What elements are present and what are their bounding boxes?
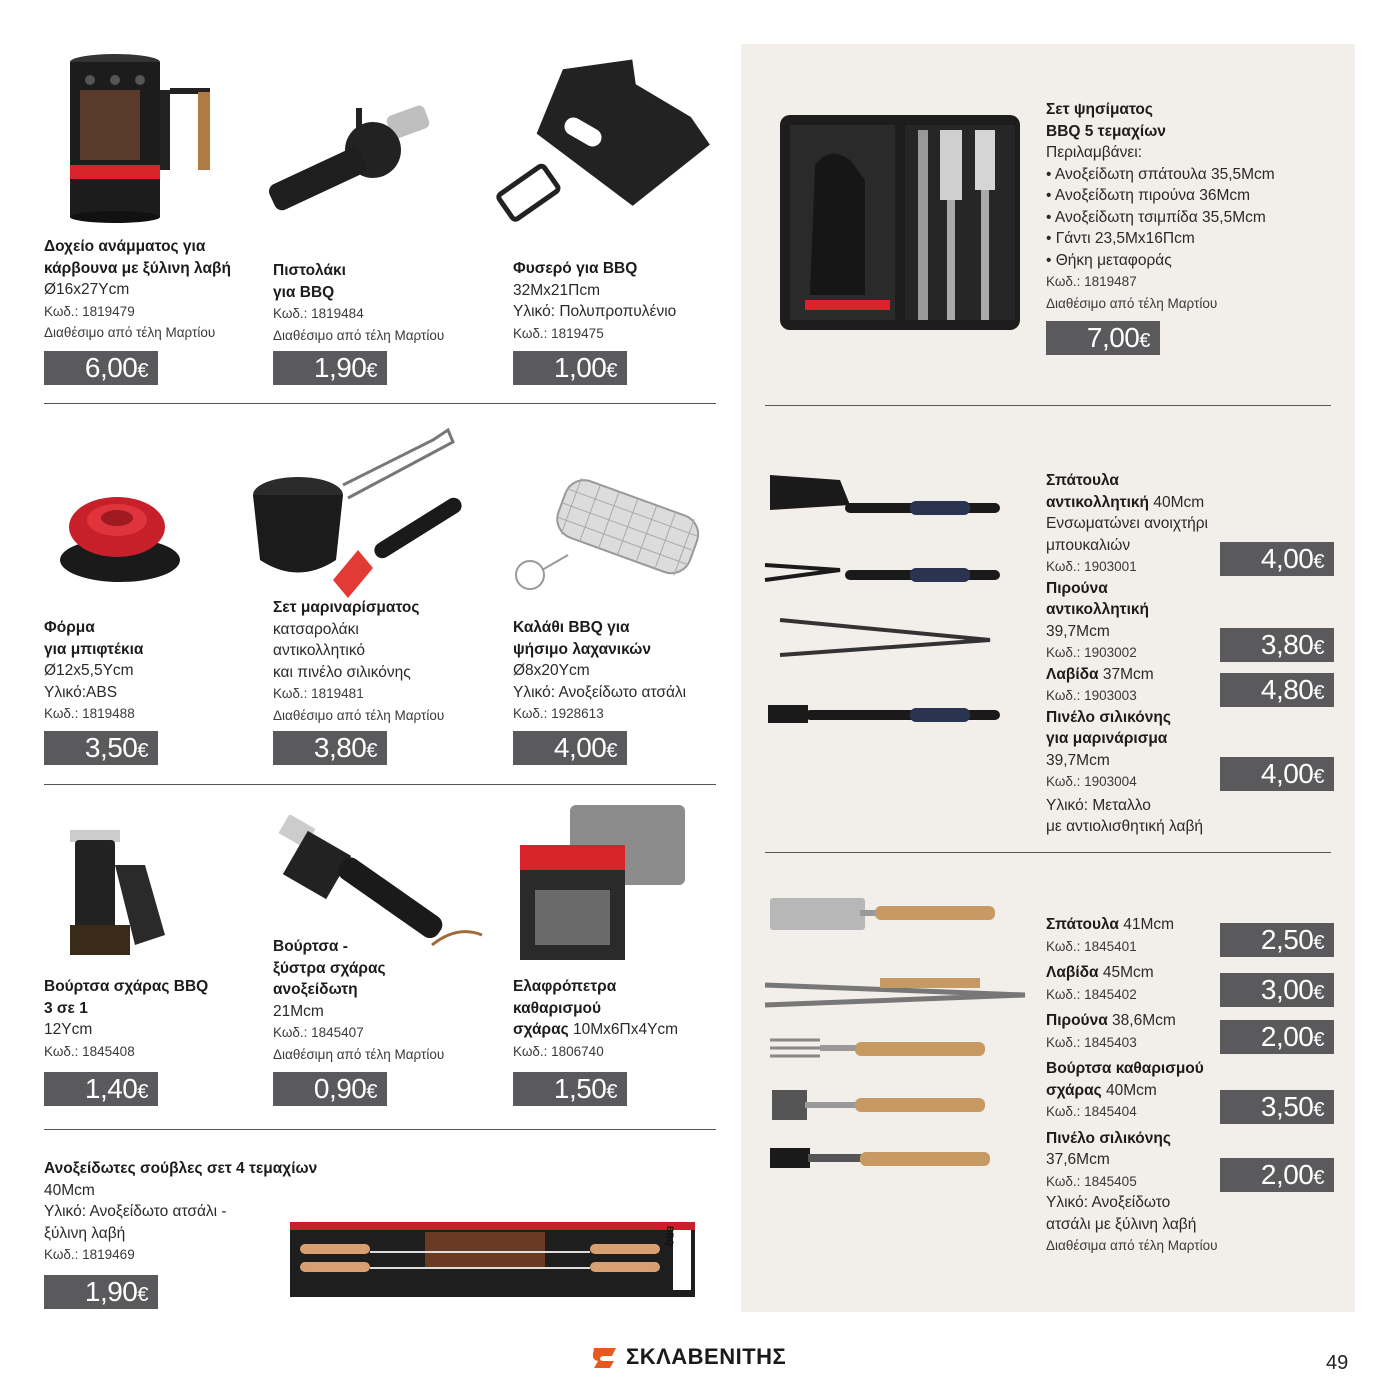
product-title: Πιρούνα <box>1046 579 1108 597</box>
price-tag: 1,90€ <box>44 1275 158 1309</box>
price-tag: 3,50€ <box>1220 1090 1334 1124</box>
product-code: Κωδ.: 1819475 <box>513 325 604 341</box>
product-desc: μπουκαλιών <box>1046 536 1131 554</box>
product-material: Υλικό: Ανοξείδωτο ατσάλι <box>513 683 687 701</box>
included-item: • Θήκη μεταφοράς <box>1046 250 1275 272</box>
included-item: • Ανοξείδωτη πιρούνα 36Mcm <box>1046 185 1275 207</box>
availability: Διαθέσιμο από τέλη Μαρτίου <box>273 327 445 343</box>
included-item: • Ανοξείδωτη σπάτουλα 35,5Mcm <box>1046 164 1275 186</box>
availability: Διαθέσιμη από τέλη Μαρτίου <box>273 1046 445 1062</box>
product-size: 21Mcm <box>273 1002 324 1020</box>
availability: Διαθέσιμο από τέλη Μαρτίου <box>1046 295 1218 311</box>
brush3-text <box>44 976 208 1062</box>
product-title: Βούρτσα - <box>273 938 348 955</box>
skewers-pack-image <box>290 1222 695 1297</box>
product-title: κάρβουνα με ξύλινη λαβή <box>44 259 231 277</box>
price-tag: 2,00€ <box>1220 1020 1334 1054</box>
availability: Διαθέσιμο από τέλη Μαρτίου <box>273 707 445 723</box>
price-tag: 6,00€ <box>44 351 158 385</box>
product-title: για BBQ <box>273 283 335 301</box>
product-code: Κωδ.: 1845405 <box>1046 1173 1137 1189</box>
price-tag: 3,80€ <box>273 731 387 765</box>
brand-mark-icon <box>590 1344 620 1370</box>
product-material: Υλικό: Ανοξείδωτο <box>1046 1194 1171 1211</box>
product-size: Ø16x27Υcm <box>44 281 130 298</box>
product-code: Κωδ.: 1819469 <box>44 1247 135 1262</box>
product-code: Κωδ.: 1819488 <box>44 706 135 721</box>
blower-text <box>273 260 444 346</box>
price-tag: 0,90€ <box>273 1072 387 1106</box>
product-code: Κωδ.: 1903001 <box>1046 559 1137 574</box>
price-tag: 1,90€ <box>273 351 387 385</box>
product-title: 3 σε 1 <box>44 999 88 1017</box>
product-desc: αντικολλητικό <box>273 642 366 659</box>
grill-brush-3in1-image <box>60 825 175 960</box>
product-code: Κωδ.: 1903002 <box>1046 645 1137 660</box>
product-code: Κωδ.: 1819487 <box>1046 274 1137 289</box>
product-size: 39,7Mcm <box>1046 622 1110 640</box>
stone-text <box>513 976 678 1062</box>
product-code: Κωδ.: 1819481 <box>273 686 364 701</box>
brand-logo <box>590 1344 786 1370</box>
product-title: BBQ 5 τεμαχίων <box>1046 122 1166 140</box>
product-title: ανοξείδωτη <box>273 981 358 998</box>
product-title: Πινέλο σιλικόνης <box>1046 708 1171 726</box>
product-title: καθαρισμού <box>513 999 602 1017</box>
divider <box>44 1129 716 1130</box>
availability: Διαθέσιμο από τέλη Μαρτίου <box>44 325 216 340</box>
product-code: Κωδ.: 1845402 <box>1046 986 1137 1002</box>
product-title: ψήσιμο λαχανικών <box>513 640 651 658</box>
included-item: • Ανοξείδωτη τσιμπίδα 35,5Mcm <box>1046 207 1275 229</box>
price-tag: 3,50€ <box>44 731 158 765</box>
product-code: Κωδ.: 1928613 <box>513 706 604 721</box>
product-material: Υλικό: Πολυπροπυλένιο <box>513 303 677 320</box>
product-size: Ø12x5,5Υcm <box>44 662 134 679</box>
price-tag: 4,00€ <box>1220 757 1334 791</box>
product-code: Κωδ.: 1845407 <box>273 1025 364 1040</box>
price-tag: 4,00€ <box>1220 542 1334 576</box>
product-title: Φυσερό για BBQ <box>513 260 638 277</box>
product-size: 37,6Mcm <box>1046 1151 1110 1168</box>
product-title: ξύστρα σχάρας <box>273 959 386 977</box>
product-title: αντικολλητική <box>1046 601 1150 618</box>
product-material: ατσάλι με ξύλινη λαβή <box>1046 1215 1197 1233</box>
product-material: Υλικό: Ανοξείδωτο ατσάλι - <box>44 1203 227 1220</box>
wooden-text: Σπάτουλα 41Mcm Κωδ.: 1845401 Λαβίδα 45Mcm Κωδ.: 1845402 Πιρούνα 38,6Mcm Κωδ.: 1845403 Βούρτσα καθαρισμού σχάρας 40Mcm Κωδ.: 1845404 Πινέλο σιλικόνης 37,6Mcm Κωδ.: 1845405 Υλικό: Ανοξείδωτο ατσάλι με ξύλινη λαβή Διαθέσιμα από τέλη Μαρτίου <box>1046 914 1218 1257</box>
marinade-set-image <box>248 420 478 600</box>
vegetable-basket-image <box>508 455 708 615</box>
price-tag: 3,80€ <box>1220 628 1334 662</box>
price-tag: 7,00€ <box>1046 321 1160 355</box>
marinade-text <box>273 597 444 726</box>
chimney-text <box>44 236 231 344</box>
fan-text <box>513 258 676 344</box>
product-title: Φόρμα <box>44 619 95 636</box>
product-desc: κατσαρολάκι <box>273 620 359 638</box>
included-item: • Γάντι 23,5Mx16Πcm <box>1046 228 1275 250</box>
product-material: Υλικό:ABS <box>44 683 118 701</box>
product-title: για μπιφτέκια <box>44 640 144 658</box>
product-size: 40Mcm <box>44 1181 95 1199</box>
price-tag: 2,00€ <box>1220 1158 1334 1192</box>
skewers-text <box>44 1158 317 1266</box>
divider <box>765 405 1331 406</box>
product-title: Ελαφρόπετρα <box>513 978 617 995</box>
price-tag: 4,00€ <box>513 731 627 765</box>
bbq-fan-image <box>493 58 718 233</box>
price-tag: 3,00€ <box>1220 973 1334 1007</box>
blower-image <box>258 100 458 230</box>
burger-text <box>44 617 143 725</box>
product-code: Κωδ.: 1903004 <box>1046 774 1137 789</box>
pumice-stone-image <box>515 800 695 965</box>
product-title: Σετ μαριναρίσματος <box>273 599 420 616</box>
product-material: ξύλινη λαβή <box>44 1224 126 1242</box>
availability: Διαθέσιμα από τέλη Μαρτίου <box>1046 1238 1218 1253</box>
product-code: Κωδ.: 1819479 <box>44 303 135 319</box>
product-material: Υλικό: Μεταλλο <box>1046 796 1151 814</box>
product-size: 12Υcm <box>44 1021 93 1038</box>
product-title: Ανοξείδωτες σούβλες σετ 4 τεμαχίων <box>44 1160 318 1177</box>
product-title: Πινέλο σιλικόνης <box>1046 1129 1171 1147</box>
product-title: Σετ ψησίματος <box>1046 101 1153 118</box>
wooden-utensils-image <box>760 890 1030 1180</box>
product-code: Κωδ.: 1845403 <box>1046 1034 1137 1050</box>
price-tag: 1,00€ <box>513 351 627 385</box>
product-title-size: σχάρας 10Mx6Πx4Υcm <box>513 1021 679 1038</box>
product-title: Σπάτουλα <box>1046 472 1119 489</box>
price-tag: 1,40€ <box>44 1072 158 1106</box>
product-size: Ø8x20Υcm <box>513 662 590 679</box>
bbqset-text <box>1046 99 1275 314</box>
product-title: για μαρινάρισμα <box>1046 730 1168 747</box>
bbq-set-case-image <box>775 105 1025 335</box>
product-code: Κωδ.: 1845404 <box>1046 1104 1137 1119</box>
divider <box>44 403 716 404</box>
chimney-starter-image <box>60 50 220 225</box>
basket-text <box>513 617 686 725</box>
price-tag: 4,80€ <box>1220 673 1334 707</box>
product-code: Κωδ.: 1806740 <box>513 1043 604 1059</box>
brand-name: ΣΚΛΑΒΕΝΙΤΗΣ <box>626 1344 787 1369</box>
page-number: 49 <box>1326 1352 1349 1374</box>
product-desc: και πινέλο σιλικόνης <box>273 663 411 681</box>
product-title: Καλάθι BBQ για <box>513 619 630 636</box>
divider <box>765 852 1331 853</box>
product-title: Βούρτσα καθαρισμού <box>1046 1060 1204 1077</box>
nonstick-utensils-image <box>760 465 1010 740</box>
product-title: Δοχείο ανάμματος για <box>44 238 206 255</box>
divider <box>44 784 716 785</box>
product-code: Κωδ.: 1903003 <box>1046 688 1137 703</box>
price-tag: 2,50€ <box>1220 923 1334 957</box>
product-desc: Ενσωματώνει ανοιχτήρι <box>1046 515 1208 532</box>
includes-label: Περιλαμβάνει: <box>1046 144 1143 161</box>
product-material: με αντιολισθητική λαβή <box>1046 818 1204 835</box>
product-size: 39,7Mcm <box>1046 751 1110 769</box>
product-title: Πιστολάκι <box>273 262 346 279</box>
product-size: 32Mx21Πcm <box>513 281 600 299</box>
product-code: Κωδ.: 1819484 <box>273 306 364 321</box>
product-code: Κωδ.: 1845408 <box>44 1043 135 1059</box>
product-title: Βούρτσα σχάρας BBQ <box>44 978 209 995</box>
scraper-text <box>273 936 444 1065</box>
nonstick-text: Σπάτουλα αντικολλητική 40Mcm Ενσωματώνει ανοιχτήρι μπουκαλιών Κωδ.: 1903001 Πιρούνα αντικολλητική 39,7Mcm Κωδ.: 1903002 Λαβίδα 37Mcm Κωδ.: 1903003 Πινέλο σιλικόνης για μαρινάρισμα 39,7Mcm Κωδ.: 1903004 Υλικό: Μεταλλο με αντιολισθητική λαβή <box>1046 470 1208 838</box>
burger-press-image <box>55 485 190 590</box>
product-code: Κωδ.: 1845401 <box>1046 938 1137 954</box>
pack-label: BBQ <box>665 1226 675 1246</box>
price-tag: 1,50€ <box>513 1072 627 1106</box>
